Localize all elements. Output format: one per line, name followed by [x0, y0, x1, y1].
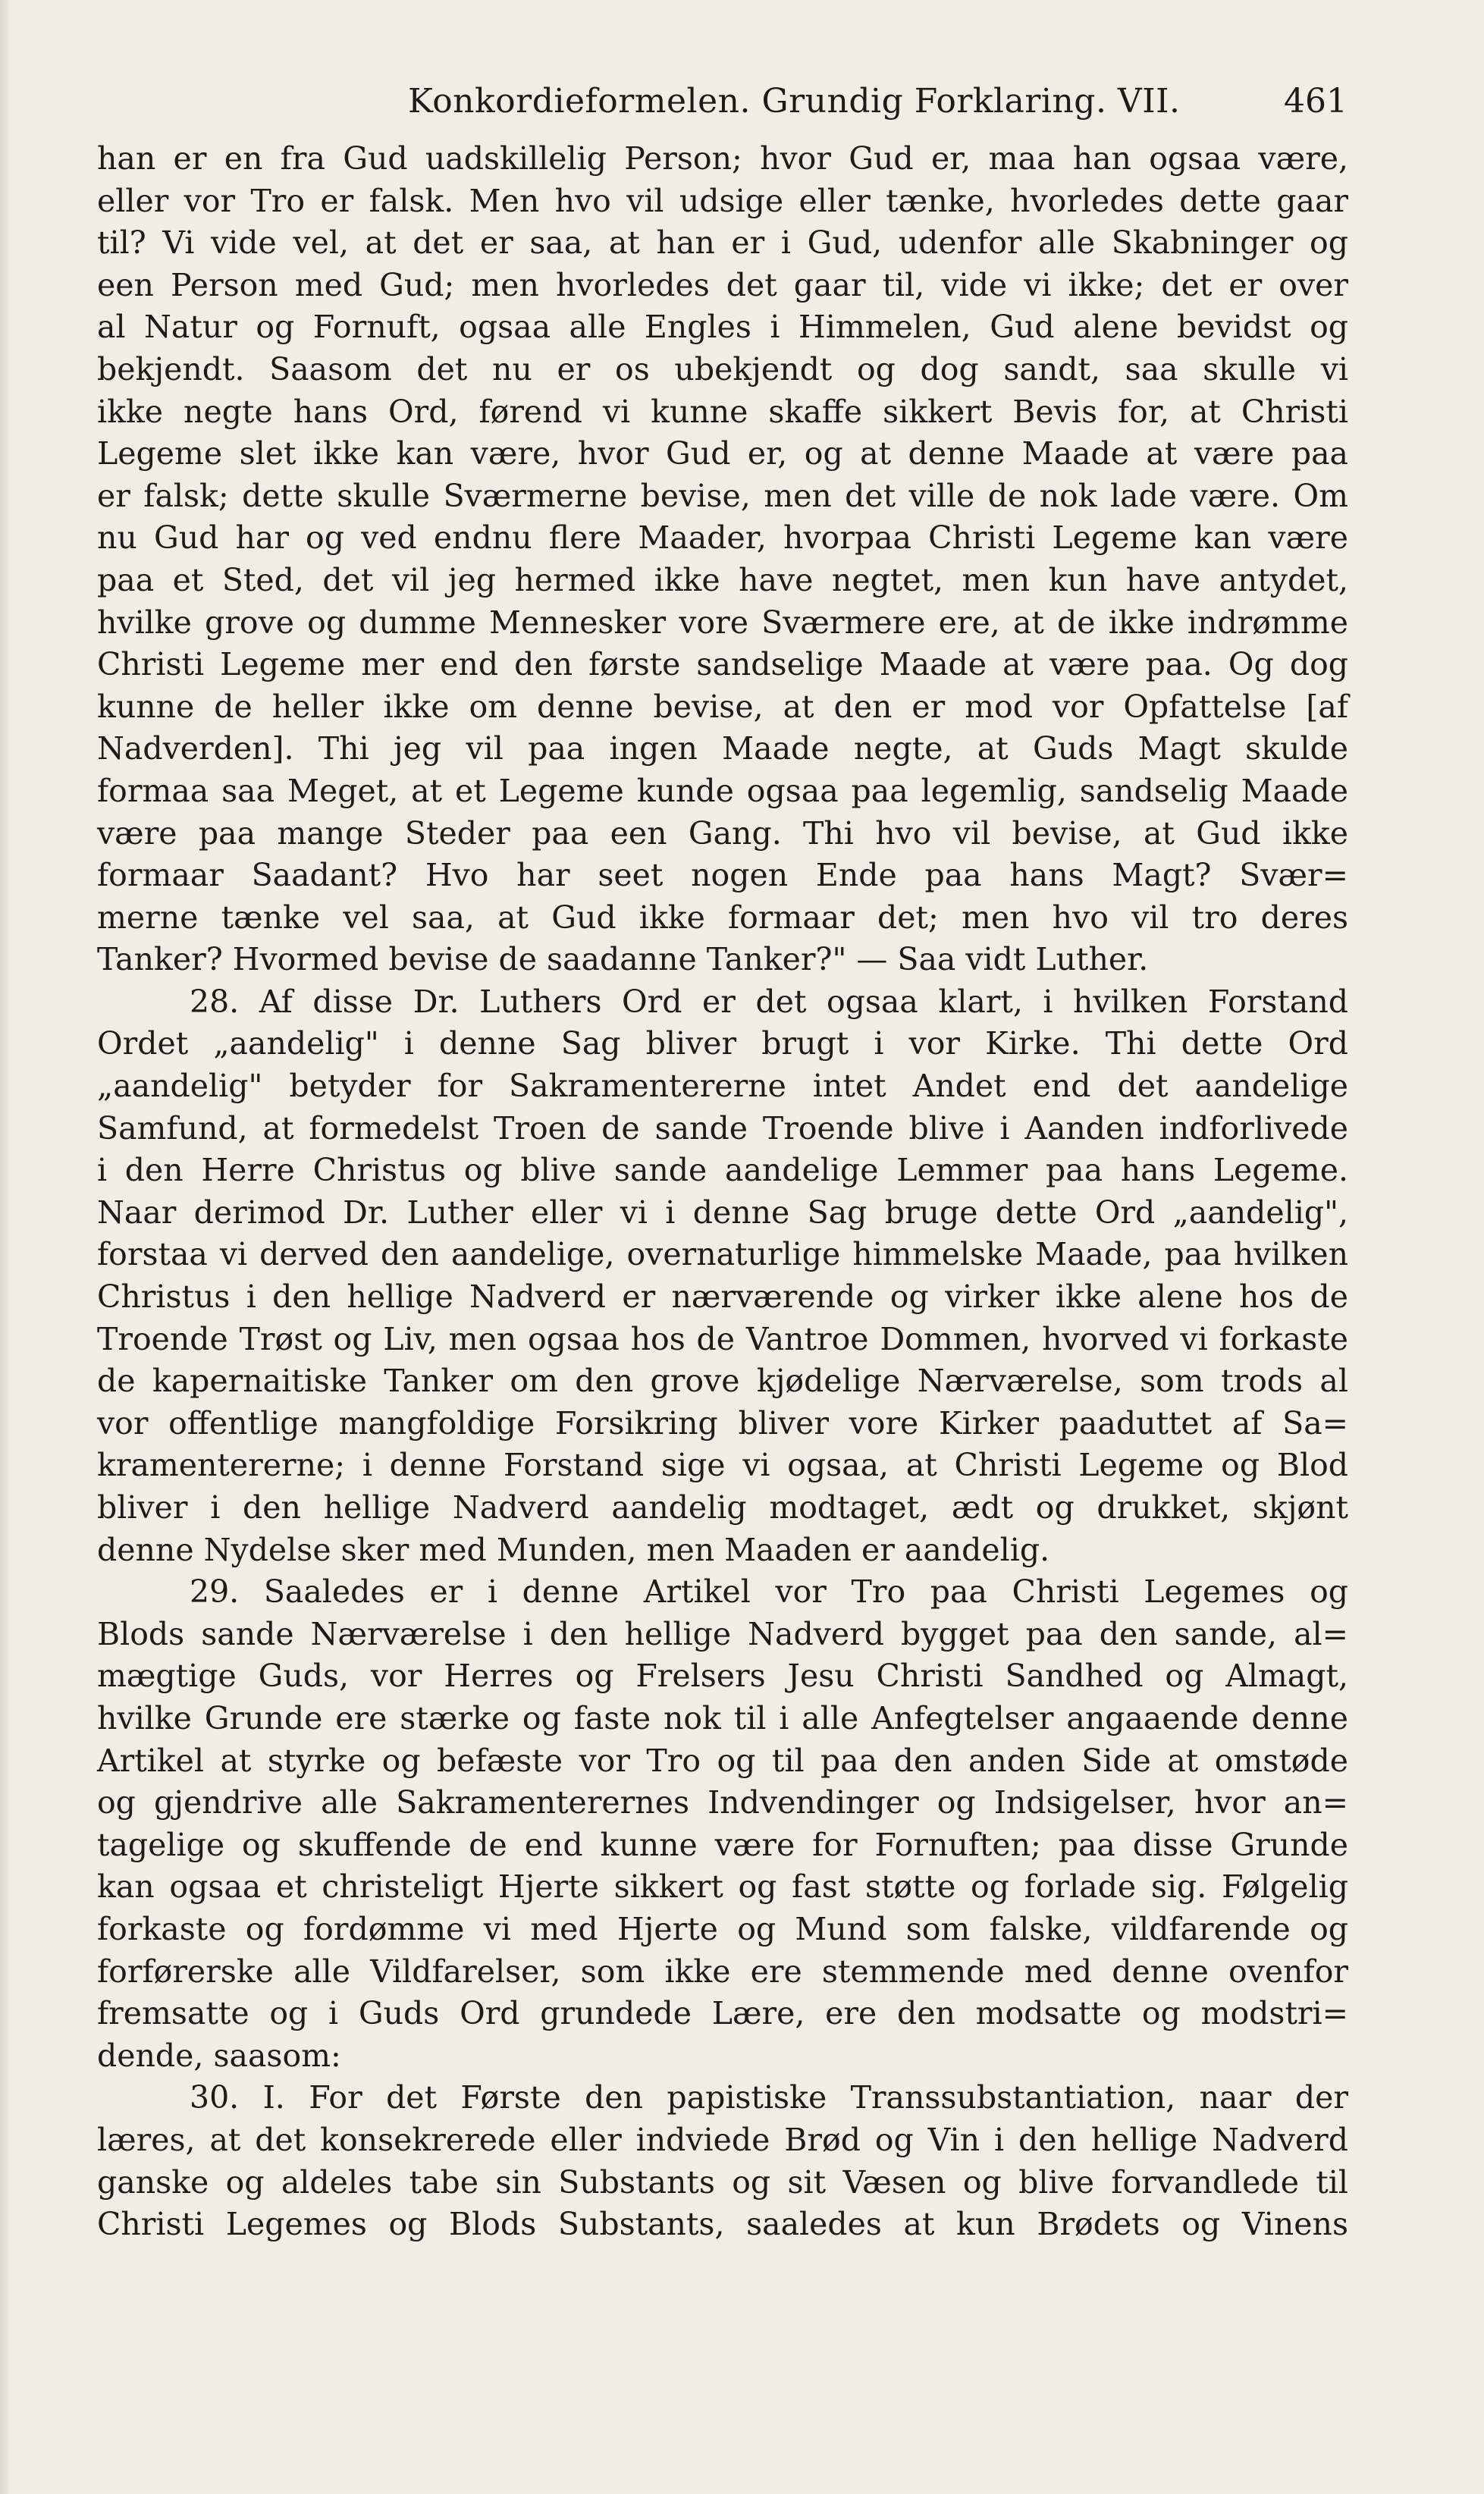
text-line: al Natur og Fornuft, ogsaa alle Engles i Himmelen, Gud alene bevidst og — [97, 309, 1348, 346]
text-line: forstaa vi derved den aandelige, overnaturlige himmelske Maade, paa hvilken — [97, 1236, 1348, 1273]
text-line: han er en fra Gud uadskillelig Person; hvor Gud er, maa han ogsaa være, — [97, 140, 1348, 177]
text-line: een Person med Gud; men hvorledes det gaar til, vide vi ikke; det er over — [97, 266, 1348, 303]
body-text — [97, 138, 1348, 2246]
text-line: forkaste og fordømme vi med Hjerte og Mund som falske, vildfarende og — [97, 1910, 1348, 1947]
text-line: kan ogsaa et christeligt Hjerte sikkert og fast støtte og forlade sig. Følgelig — [97, 1868, 1348, 1906]
text-line: Tanker? Hvormed bevise de saadanne Tanker?" — Saa vidt Luther. — [97, 941, 1149, 978]
text-line: Ordet „aandelig" i denne Sag bliver brugt i vor Kirke. Thi dette Ord — [97, 1025, 1348, 1062]
text-line: Christus i den hellige Nadverd er nærværende og virker ikke alene hos de — [97, 1278, 1348, 1316]
page-edge — [0, 0, 11, 2494]
text-line: denne Nydelse sker med Munden, men Maaden er aandelig. — [97, 1531, 1050, 1568]
text-line: og gjendrive alle Sakramenterernes Indvendinger og Indsigelser, hvor an= — [97, 1784, 1348, 1821]
text-line: „aandelig" betyder for Sakramentererne intet Andet end det aandelige — [97, 1068, 1348, 1105]
text-line: dende, saasom: — [97, 2037, 341, 2074]
text-line: formaa saa Meget, at et Legeme kunde ogsaa paa legemlig, sandselig Maade — [97, 772, 1348, 809]
text-line: Christi Legemes og Blods Substants, saaledes at kun Brødets og Vinens — [97, 2206, 1348, 2243]
text-line: i den Herre Christus og blive sande aandelige Lemmer paa hans Legeme. — [97, 1152, 1348, 1189]
text-line: læres, at det konsekrerede eller indviede Brød og Vin i den hellige Nadverd — [97, 2121, 1348, 2158]
text-line: ganske og aldeles tabe sin Substants og sit Væsen og blive forvandlede til — [97, 2163, 1348, 2201]
text-line: til? Vi vide vel, at det er saa, at han er i Gud, udenfor alle Skabninger og — [97, 224, 1348, 262]
text-line: de kapernaitiske Tanker om den grove kjødelige Nærværelse, som trods al — [97, 1363, 1348, 1400]
text-line: kramentererne; i denne Forstand sige vi ogsaa, at Christi Legeme og Blod — [97, 1447, 1348, 1484]
text-line: 28. Af disse Dr. Luthers Ord er det ogsaa klart, i hvilken Forstand — [190, 983, 1348, 1020]
text-line: Artikel at styrke og befæste vor Tro og til paa den anden Side at omstøde — [97, 1742, 1348, 1779]
text-line: Christi Legeme mer end den første sandselige Maade at være paa. Og dog — [97, 646, 1348, 683]
text-line: fremsatte og i Guds Ord grundede Lære, ere den modsatte og modstri= — [97, 1995, 1348, 2032]
text-line: er falsk; dette skulle Sværmerne bevise, men det ville de nok lade være. Om — [97, 477, 1348, 514]
text-line: ikke negte hans Ord, førend vi kunne skaffe sikkert Bevis for, at Christi — [97, 393, 1348, 430]
text-line: være paa mange Steder paa een Gang. Thi hvo vil bevise, at Gud ikke — [97, 814, 1348, 852]
text-line: bliver i den hellige Nadverd aandelig modtaget, ædt og drukket, skjønt — [97, 1489, 1348, 1526]
text-line: formaar Saadant? Hvo har seet nogen Ende paa hans Magt? Svær= — [97, 857, 1348, 894]
text-line: forførerske alle Vildfarelser, som ikke ere stemmende med denne ovenfor — [97, 1953, 1348, 1990]
text-line: tagelige og skuffende de end kunne være for Fornuften; paa disse Grunde — [97, 1826, 1348, 1863]
text-line: hvilke grove og dumme Mennesker vore Sværmere ere, at de ikke indrømme — [97, 604, 1348, 641]
text-line: Samfund, at formedelst Troen de sande Troende blive i Aanden indforlivede — [97, 1109, 1348, 1147]
page-number: 461 — [1284, 82, 1348, 121]
text-line: nu Gud har og ved endnu flere Maader, hvorpaa Christi Legeme kan være — [97, 519, 1348, 557]
text-line: Blods sande Nærværelse i den hellige Nadverd bygget paa den sande, al= — [97, 1615, 1348, 1652]
text-line: bekjendt. Saasom det nu er os ubekjendt og dog sandt, saa skulle vi — [97, 350, 1348, 387]
text-line: vor offentlige mangfoldige Forsikring bliver vore Kirker paaduttet af Sa= — [97, 1404, 1348, 1442]
text-line: hvilke Grunde ere stærke og faste nok til i alle Anfegtelser angaaende denne — [97, 1699, 1348, 1736]
text-line: Legeme slet ikke kan være, hvor Gud er, og at denne Maade at være paa — [97, 435, 1348, 472]
page-header — [205, 74, 1348, 135]
text-line: Nadverden]. Thi jeg vil paa ingen Maade negte, at Guds Magt skulde — [97, 730, 1348, 767]
text-line: eller vor Tro er falsk. Men hvo vil udsige eller tænke, hvorledes dette gaar — [97, 182, 1348, 219]
text-line: 29. Saaledes er i denne Artikel vor Tro paa Christi Legemes og — [190, 1573, 1348, 1611]
text-line: Troende Trøst og Liv, men ogsaa hos de Vantroe Dommen, hvorved vi forkaste — [97, 1320, 1348, 1357]
text-line: mægtige Guds, vor Herres og Frelsers Jesu Christi Sandhed og Almagt, — [97, 1658, 1348, 1695]
text-line: kunne de heller ikke om denne bevise, at den er mod vor Opfattelse [af — [97, 688, 1348, 725]
text-line: Naar derimod Dr. Luther eller vi i denne Sag bruge dette Ord „aandelig", — [97, 1194, 1348, 1231]
text-line: 30. I. For det Første den papistiske Transsubstantiation, naar der — [190, 2079, 1348, 2116]
text-line: merne tænke vel saa, at Gud ikke formaar det; men hvo vil tro deres — [97, 899, 1348, 936]
running-title: Konkordieformelen. Grundig Forklaring. VII. — [408, 82, 1181, 121]
text-line: paa et Sted, det vil jeg hermed ikke have negtet, men kun have antydet, — [97, 561, 1348, 598]
